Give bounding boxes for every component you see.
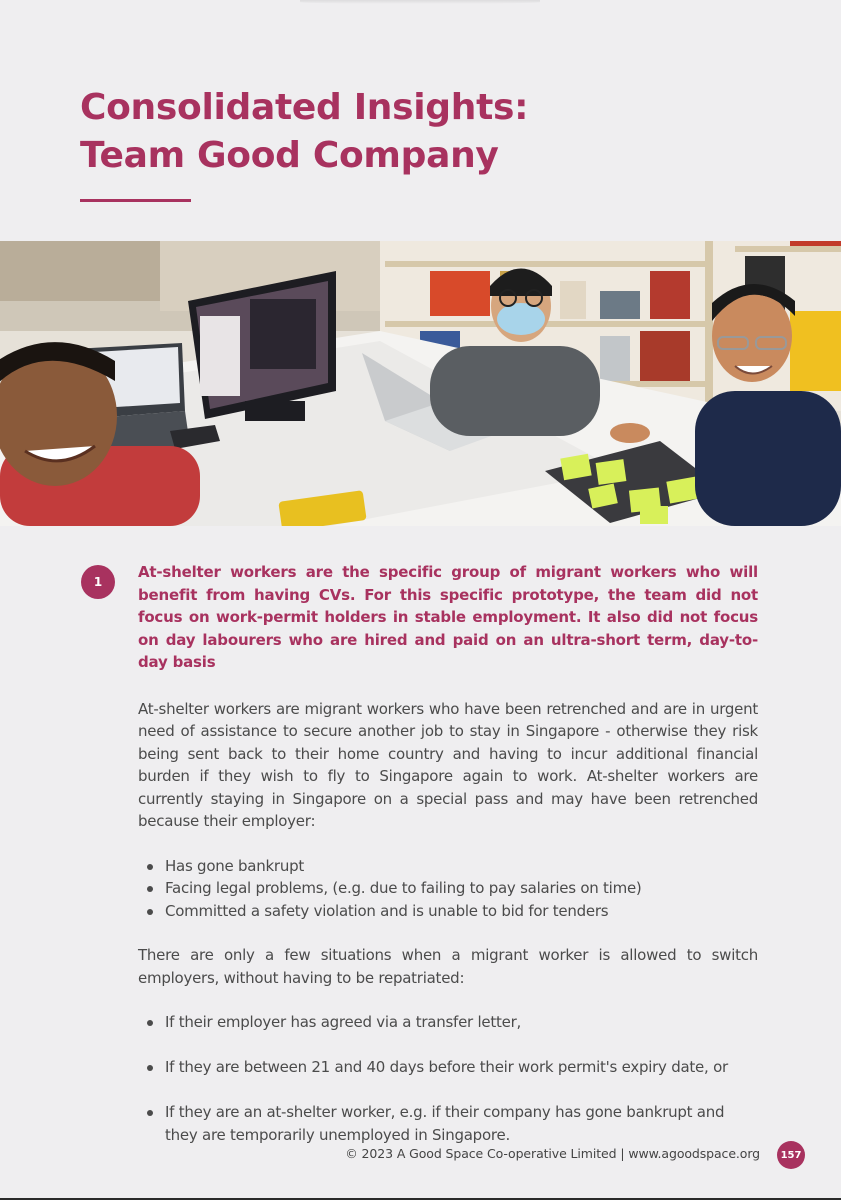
switch-situations-list <box>138 1011 758 1146</box>
paragraph-at-shelter-workers: At-shelter workers are migrant workers who have been retrenched and are in urgent need of assistance to secure another job to stay in Singapore - otherwise they risk being sent back to their home country and having to incur additional financial burden if they wish to fly to Singapore again to work. At-shelter workers are currently staying in Singapore on a special pass and may have been retrenched because their employer: <box>138 699 758 830</box>
list-item: If they are between 21 and 40 days before their work permit's expiry date, or <box>138 1056 758 1079</box>
page-number-badge: 157 <box>777 1141 805 1169</box>
section-lead: At-shelter workers are the specific group of migrant workers who will benefit from having CVs. For this specific prototype, the team did not focus on work-permit holders in stable employment. It also did not focus on day labourers who are hired and paid on an ultra-short term, day-to-day basis <box>138 563 758 671</box>
list-item: If their employer has agreed via a transfer letter, <box>138 1011 758 1034</box>
section-number-badge: 1 <box>81 565 115 599</box>
list-item: Committed a safety violation and is unable to bid for tenders <box>138 900 758 923</box>
list-item: Has gone bankrupt <box>138 855 758 878</box>
title-line-2: Team Good Company <box>80 135 499 176</box>
page-title <box>80 84 528 180</box>
list-item: If they are an at-shelter worker, e.g. if their company has gone bankrupt and they are temporarily unemployed in Singapore. <box>138 1101 758 1146</box>
paragraph-switch-employers: There are only a few situations when a migrant worker is allowed to switch employers, without having to be repatriated: <box>138 946 758 987</box>
top-shadow <box>300 0 540 4</box>
team-photo <box>0 241 841 526</box>
retrenchment-reasons-list <box>138 855 758 923</box>
section-content <box>138 561 758 1169</box>
list-item: Facing legal problems, (e.g. due to failing to pay salaries on time) <box>138 877 758 900</box>
footer-copyright: © 2023 A Good Space Co-operative Limited | www.agoodspace.org <box>345 1146 760 1161</box>
title-line-1: Consolidated Insights: <box>80 87 529 128</box>
title-underline <box>80 199 191 202</box>
